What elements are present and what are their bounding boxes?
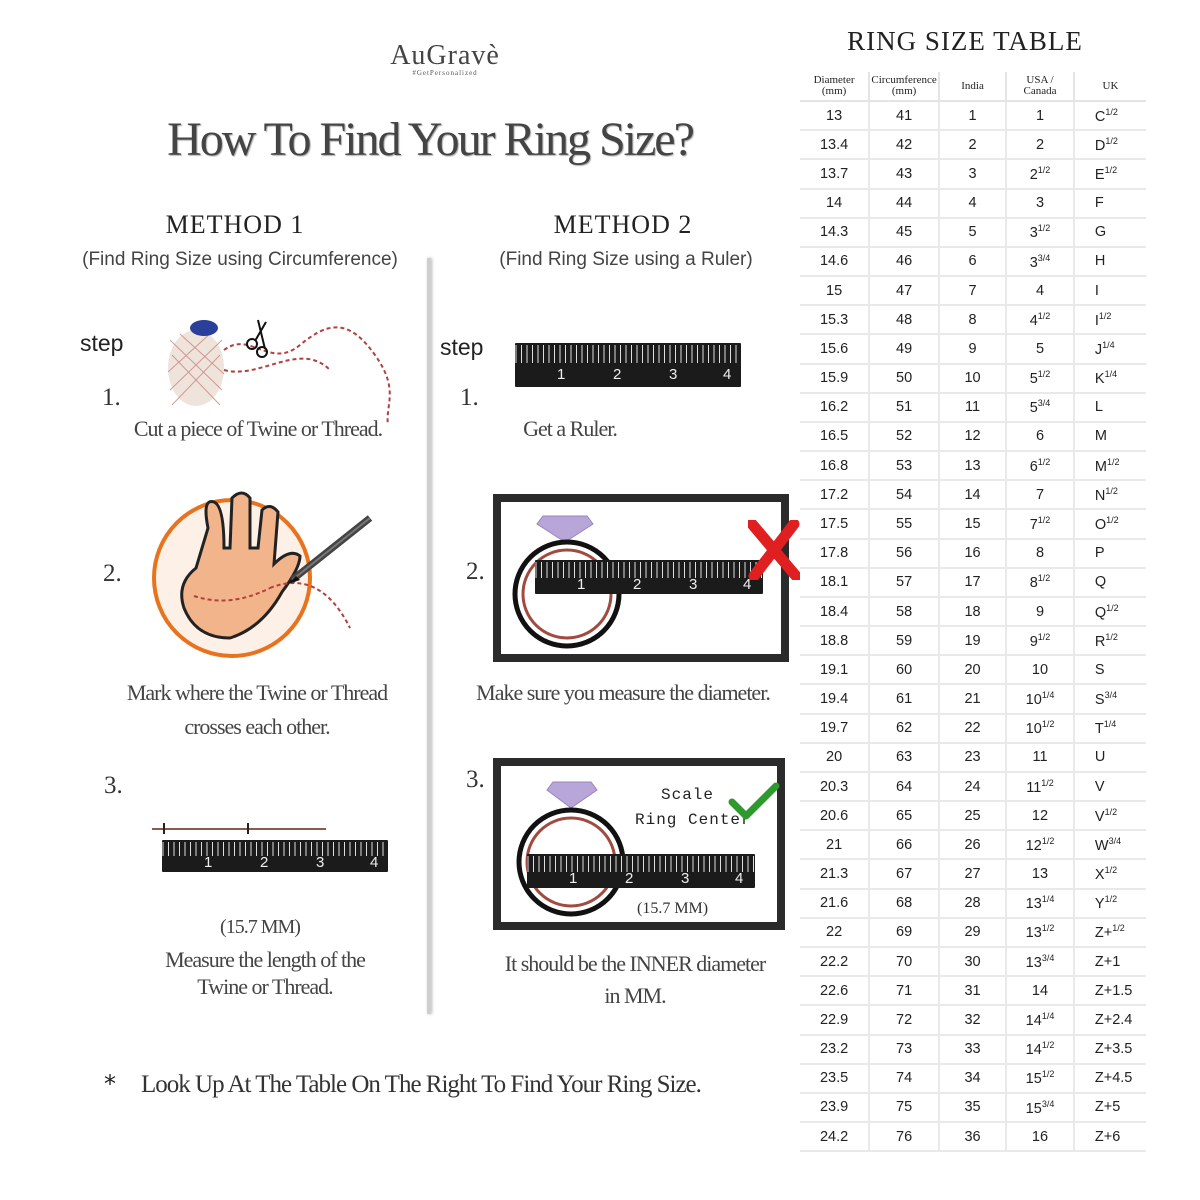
cell-circumference: 60 (869, 655, 939, 684)
cell-circumference: 41 (869, 101, 939, 130)
header-india (939, 72, 1006, 101)
cell-uk: Z+3.5 (1074, 1035, 1146, 1064)
cell-uk: $E^{1/2}$ (1074, 159, 1146, 188)
cell-diameter: 17.5 (800, 509, 869, 538)
table-row (800, 1064, 1146, 1093)
ruler-label: 4 (370, 854, 379, 871)
cell-uk: $I^{1/2}$ (1074, 305, 1146, 334)
cell-diameter: 19.1 (800, 655, 869, 684)
cell-uk: $X^{1/2}$ (1074, 859, 1146, 888)
cell-uk: $M^{1/2}$ (1074, 451, 1146, 480)
cell-uk: Z+$^{1/2}$ (1074, 918, 1146, 947)
cell-india: 30 (939, 947, 1006, 976)
cell-usa-canada: 6 (1006, 422, 1074, 451)
cell-circumference: 76 (869, 1122, 939, 1151)
header-diameter (800, 72, 869, 101)
cell-usa-canada: $5^{3/4}$ (1006, 393, 1074, 422)
cell-uk: $T^{1/4}$ (1074, 714, 1146, 743)
cell-india: 19 (939, 626, 1006, 655)
cell-circumference: 69 (869, 918, 939, 947)
cell-diameter: 20.3 (800, 772, 869, 801)
cell-uk: U (1074, 743, 1146, 772)
cell-usa-canada: $14^{1/4}$ (1006, 1005, 1074, 1034)
cell-circumference: 65 (869, 801, 939, 830)
cell-circumference: 61 (869, 684, 939, 713)
cell-india: 28 (939, 889, 1006, 918)
cell-circumference: 74 (869, 1064, 939, 1093)
cell-uk: Q (1074, 568, 1146, 597)
thread-segment-icon (150, 820, 330, 836)
header-line: (mm) (821, 85, 847, 97)
cell-usa-canada: $13^{1/2}$ (1006, 918, 1074, 947)
cell-usa-canada: $9^{1/2}$ (1006, 626, 1074, 655)
cell-diameter: 18.8 (800, 626, 869, 655)
table-row (800, 859, 1146, 888)
method2-step1-number: 1. (460, 384, 479, 411)
cell-india: 23 (939, 743, 1006, 772)
table-row (800, 684, 1146, 713)
hand-marking-icon (150, 488, 380, 663)
cell-india: 12 (939, 422, 1006, 451)
header-line: UK (1102, 79, 1119, 92)
cell-diameter: 14.6 (800, 247, 869, 276)
bottom-note (104, 1070, 784, 1099)
cell-usa-canada: 10 (1006, 655, 1074, 684)
cell-usa-canada: $6^{1/2}$ (1006, 451, 1074, 480)
cell-india: 2 (939, 130, 1006, 159)
cell-usa-canada: $2^{1/2}$ (1006, 159, 1074, 188)
ruler-label: 3 (689, 576, 698, 593)
cell-diameter: 23.5 (800, 1064, 869, 1093)
table-row (800, 1005, 1146, 1034)
method1-step2-caption (90, 676, 424, 744)
cell-diameter: 20 (800, 743, 869, 772)
table-row (800, 305, 1146, 334)
method1-step3-caption-line2: Twine or Thread. (197, 974, 333, 999)
table-row (800, 451, 1146, 480)
method2-step3-number: 3. (466, 766, 485, 793)
table-row (800, 1093, 1146, 1122)
table-row (800, 597, 1146, 626)
cell-india: 29 (939, 918, 1006, 947)
method2-step2-caption: Make sure you measure the diameter. (476, 680, 770, 705)
cell-diameter: 13 (800, 101, 869, 130)
method1-step2-caption-line1: Mark where the Twine or Thread (126, 680, 388, 705)
cell-usa-canada: $10^{1/2}$ (1006, 714, 1074, 743)
cell-circumference: 63 (869, 743, 939, 772)
cell-uk: Z+4.5 (1074, 1064, 1146, 1093)
cell-uk: $O^{1/2}$ (1074, 509, 1146, 538)
cell-uk: $Y^{1/2}$ (1074, 889, 1146, 918)
cell-usa-canada: 2 (1006, 130, 1074, 159)
table-row (800, 159, 1146, 188)
ruler-label: 4 (723, 366, 732, 383)
ruler-label: 1 (577, 576, 586, 593)
cell-diameter: 20.6 (800, 801, 869, 830)
method1-title: METHOD 1 (165, 210, 305, 239)
cell-india: 14 (939, 480, 1006, 509)
method2-step3-caption (470, 948, 800, 1012)
table-row (800, 830, 1146, 859)
cell-circumference: 48 (869, 305, 939, 334)
table-row (800, 918, 1146, 947)
ruler-label: 3 (669, 366, 678, 383)
cell-usa-canada: 7 (1006, 480, 1074, 509)
method2-step3-caption-line2: in MM. (604, 983, 666, 1008)
cell-india: 9 (939, 334, 1006, 363)
method1-step3-caption-line1: Measure the length of the (165, 947, 365, 972)
cell-diameter: 17.2 (800, 480, 869, 509)
cell-uk: Z+1 (1074, 947, 1146, 976)
cell-circumference: 47 (869, 276, 939, 305)
cell-usa-canada: $3^{1/2}$ (1006, 218, 1074, 247)
method1-measure-value: (15.7 MM) (220, 916, 300, 938)
cell-india: 24 (939, 772, 1006, 801)
wrong-cross-icon (748, 520, 800, 580)
cell-india: 15 (939, 509, 1006, 538)
table-row (800, 947, 1146, 976)
cell-circumference: 56 (869, 539, 939, 568)
cell-diameter: 22.2 (800, 947, 869, 976)
ring-center-label: Ring Center (635, 811, 752, 829)
method1-step2-caption-line2: crosses each other. (184, 714, 330, 739)
cell-india: 34 (939, 1064, 1006, 1093)
cell-usa-canada: 14 (1006, 976, 1074, 1005)
cell-usa-canada: $5^{1/2}$ (1006, 364, 1074, 393)
cell-usa-canada: 16 (1006, 1122, 1074, 1151)
method1-step2-number: 2. (103, 560, 122, 587)
cell-circumference: 73 (869, 1035, 939, 1064)
table-body (800, 101, 1146, 1151)
cell-circumference: 70 (869, 947, 939, 976)
ruler-label: 1 (204, 854, 213, 871)
cell-circumference: 43 (869, 159, 939, 188)
method2-title: METHOD 2 (553, 210, 693, 239)
cell-circumference: 71 (869, 976, 939, 1005)
cell-uk: G (1074, 218, 1146, 247)
header-line: Canada (1023, 85, 1057, 97)
cell-circumference: 50 (869, 364, 939, 393)
method1-step3-number: 3. (104, 772, 123, 799)
cell-india: 8 (939, 305, 1006, 334)
cell-uk: Z+1.5 (1074, 976, 1146, 1005)
cell-circumference: 45 (869, 218, 939, 247)
header-line: (mm) (891, 85, 917, 97)
cell-uk: Z+6 (1074, 1122, 1146, 1151)
cell-diameter: 15.6 (800, 334, 869, 363)
cell-usa-canada: $15^{1/2}$ (1006, 1064, 1074, 1093)
cell-india: 35 (939, 1093, 1006, 1122)
table-row (800, 189, 1146, 218)
cell-circumference: 54 (869, 480, 939, 509)
cell-diameter: 14.3 (800, 218, 869, 247)
ruler-ticks-icon (535, 562, 763, 578)
method1-subtitle: (Find Ring Size using Circumference) (82, 249, 398, 270)
cell-usa-canada: $7^{1/2}$ (1006, 509, 1074, 538)
cell-diameter: 21 (800, 830, 869, 859)
page-title: How To Find Your Ring Size? (167, 113, 693, 166)
cell-circumference: 64 (869, 772, 939, 801)
header-usa-canada (1006, 72, 1074, 101)
cell-uk: P (1074, 539, 1146, 568)
header-line: Circumference (871, 74, 937, 86)
cell-circumference: 52 (869, 422, 939, 451)
cell-india: 17 (939, 568, 1006, 597)
cell-diameter: 18.4 (800, 597, 869, 626)
column-divider (427, 258, 431, 1014)
cell-diameter: 23.2 (800, 1035, 869, 1064)
cell-india: 26 (939, 830, 1006, 859)
cell-india: 4 (939, 189, 1006, 218)
cell-circumference: 67 (869, 859, 939, 888)
table-row (800, 247, 1146, 276)
cell-uk: S (1074, 655, 1146, 684)
cell-uk: H (1074, 247, 1146, 276)
ruler-method2-step2 (535, 560, 763, 594)
cell-usa-canada: 5 (1006, 334, 1074, 363)
brand-tagline: #GetPersonalized (412, 69, 478, 77)
cell-uk: F (1074, 189, 1146, 218)
cell-circumference: 66 (869, 830, 939, 859)
ruler-label: 2 (633, 576, 642, 593)
cell-india: 6 (939, 247, 1006, 276)
method2-step3-caption-line1: It should be the INNER diameter (504, 951, 766, 976)
ruler-ticks-icon (515, 345, 741, 363)
table-row (800, 714, 1146, 743)
cell-diameter: 19.7 (800, 714, 869, 743)
cell-uk: L (1074, 393, 1146, 422)
brand-logo (374, 42, 516, 77)
cell-uk: $K^{1/4}$ (1074, 364, 1146, 393)
cell-uk: Z+2.4 (1074, 1005, 1146, 1034)
cell-diameter: 13.4 (800, 130, 869, 159)
cell-circumference: 75 (869, 1093, 939, 1122)
table-row (800, 422, 1146, 451)
cell-usa-canada: $12^{1/2}$ (1006, 830, 1074, 859)
cell-usa-canada: $13^{1/4}$ (1006, 889, 1074, 918)
method2-step-label: step (440, 334, 484, 360)
cell-circumference: 51 (869, 393, 939, 422)
cell-uk: $V^{1/2}$ (1074, 801, 1146, 830)
scale-label: Scale (661, 786, 715, 804)
table-row (800, 889, 1146, 918)
ruler-label: 2 (625, 870, 634, 887)
cell-diameter: 23.9 (800, 1093, 869, 1122)
cell-india: 18 (939, 597, 1006, 626)
cell-diameter: 21.3 (800, 859, 869, 888)
cell-india: 5 (939, 218, 1006, 247)
ruler-method2-step3 (527, 854, 755, 888)
header-uk (1074, 72, 1146, 101)
cell-diameter: 22 (800, 918, 869, 947)
cell-diameter: 17.8 (800, 539, 869, 568)
method2-measure-value: (15.7 MM) (637, 900, 709, 917)
cell-uk: $S^{3/4}$ (1074, 684, 1146, 713)
cell-uk: $C^{1/2}$ (1074, 101, 1146, 130)
method2-subtitle: (Find Ring Size using a Ruler) (499, 249, 753, 270)
cell-circumference: 59 (869, 626, 939, 655)
header-line: Diameter (813, 74, 855, 86)
cell-usa-canada: $11^{1/2}$ (1006, 772, 1074, 801)
cell-usa-canada: $3^{3/4}$ (1006, 247, 1074, 276)
cell-diameter: 21.6 (800, 889, 869, 918)
table-row (800, 655, 1146, 684)
cell-uk: $Q^{1/2}$ (1074, 597, 1146, 626)
cell-uk: $R^{1/2}$ (1074, 626, 1146, 655)
table-row (800, 626, 1146, 655)
cell-india: 13 (939, 451, 1006, 480)
cell-uk: Z+5 (1074, 1093, 1146, 1122)
table-row (800, 1122, 1146, 1151)
header-circumference (869, 72, 939, 101)
cell-diameter: 15 (800, 276, 869, 305)
cell-usa-canada: $13^{3/4}$ (1006, 947, 1074, 976)
ruler-ticks-icon (527, 856, 755, 872)
cell-india: 32 (939, 1005, 1006, 1034)
table-row (800, 276, 1146, 305)
cell-circumference: 49 (869, 334, 939, 363)
cell-circumference: 72 (869, 1005, 939, 1034)
ruler-label: 2 (613, 366, 622, 383)
cell-diameter: 13.7 (800, 159, 869, 188)
cell-usa-canada: $14^{1/2}$ (1006, 1035, 1074, 1064)
table-row (800, 334, 1146, 363)
cell-india: 3 (939, 159, 1006, 188)
table-row (800, 1035, 1146, 1064)
method2-step1-caption: Get a Ruler. (523, 416, 617, 441)
cell-uk: $D^{1/2}$ (1074, 130, 1146, 159)
cell-diameter: 18.1 (800, 568, 869, 597)
cell-uk: I (1074, 276, 1146, 305)
cell-diameter: 16.5 (800, 422, 869, 451)
cell-uk: $W^{3/4}$ (1074, 830, 1146, 859)
cell-india: 36 (939, 1122, 1006, 1151)
method1-step3-caption (100, 946, 430, 1000)
bottom-note-text: Look Up At The Table On The Right To Find Your Ring Size. (141, 1071, 701, 1098)
ruler-label: 1 (569, 870, 578, 887)
cell-diameter: 16.2 (800, 393, 869, 422)
cell-india: 22 (939, 714, 1006, 743)
method1-step1-number: 1. (102, 384, 121, 411)
cell-diameter: 15.9 (800, 364, 869, 393)
cell-circumference: 55 (869, 509, 939, 538)
cell-usa-canada: 8 (1006, 539, 1074, 568)
correct-check-icon (728, 782, 780, 822)
table-row (800, 480, 1146, 509)
table-title: RING SIZE TABLE (847, 26, 1083, 56)
header-line: India (961, 79, 984, 92)
cell-circumference: 57 (869, 568, 939, 597)
cell-circumference: 44 (869, 189, 939, 218)
cell-usa-canada: 12 (1006, 801, 1074, 830)
cell-india: 11 (939, 393, 1006, 422)
cell-india: 7 (939, 276, 1006, 305)
asterisk-icon: * (104, 1070, 115, 1098)
method1-step1-caption: Cut a piece of Twine or Thread. (133, 416, 383, 441)
cell-usa-canada: $15^{3/4}$ (1006, 1093, 1074, 1122)
cell-india: 25 (939, 801, 1006, 830)
table-row (800, 364, 1146, 393)
cell-circumference: 58 (869, 597, 939, 626)
method2-step2-frame (493, 494, 789, 662)
table-row (800, 743, 1146, 772)
table-row (800, 509, 1146, 538)
cell-uk: M (1074, 422, 1146, 451)
brand-name: AuGravè (390, 40, 500, 71)
ruler-ticks-icon (162, 842, 388, 856)
cell-uk: V (1074, 772, 1146, 801)
cell-usa-canada: 1 (1006, 101, 1074, 130)
cell-diameter: 15.3 (800, 305, 869, 334)
cell-india: 27 (939, 859, 1006, 888)
ruler-label: 4 (735, 870, 744, 887)
cell-diameter: 14 (800, 189, 869, 218)
method2-step2-number: 2. (466, 558, 485, 585)
cell-usa-canada: 9 (1006, 597, 1074, 626)
table-row (800, 976, 1146, 1005)
cell-india: 21 (939, 684, 1006, 713)
cell-diameter: 22.9 (800, 1005, 869, 1034)
table-row (800, 539, 1146, 568)
cell-india: 10 (939, 364, 1006, 393)
table-row (800, 772, 1146, 801)
ring-size-table (800, 72, 1146, 1152)
cell-circumference: 53 (869, 451, 939, 480)
cell-usa-canada: 11 (1006, 743, 1074, 772)
table-header-row (800, 72, 1146, 101)
cell-circumference: 68 (869, 889, 939, 918)
table-row (800, 218, 1146, 247)
cell-india: 33 (939, 1035, 1006, 1064)
cell-india: 31 (939, 976, 1006, 1005)
cell-usa-canada: $10^{1/4}$ (1006, 684, 1074, 713)
ruler-method1 (162, 840, 388, 872)
cell-circumference: 42 (869, 130, 939, 159)
cell-diameter: 22.6 (800, 976, 869, 1005)
cell-india: 20 (939, 655, 1006, 684)
ruler-method2-step1 (515, 343, 741, 387)
cell-uk: $N^{1/2}$ (1074, 480, 1146, 509)
cell-diameter: 19.4 (800, 684, 869, 713)
ruler-label: 3 (681, 870, 690, 887)
cell-india: 16 (939, 539, 1006, 568)
cell-usa-canada: $8^{1/2}$ (1006, 568, 1074, 597)
cell-diameter: 16.8 (800, 451, 869, 480)
cell-usa-canada: 4 (1006, 276, 1074, 305)
cell-circumference: 62 (869, 714, 939, 743)
table-row (800, 101, 1146, 130)
cell-india: 1 (939, 101, 1006, 130)
table-row (800, 568, 1146, 597)
table-row (800, 130, 1146, 159)
ruler-label: 1 (557, 366, 566, 383)
table-row (800, 801, 1146, 830)
method1-step-label: step (80, 330, 124, 356)
table-row (800, 393, 1146, 422)
header-line: USA / (1026, 74, 1054, 86)
ruler-label: 2 (260, 854, 269, 871)
ruler-label: 3 (316, 854, 325, 871)
cell-diameter: 24.2 (800, 1122, 869, 1151)
cell-usa-canada: 13 (1006, 859, 1074, 888)
cell-usa-canada: 3 (1006, 189, 1074, 218)
ruler-label: 4 (743, 576, 752, 593)
cell-circumference: 46 (869, 247, 939, 276)
cell-uk: $J^{1/4}$ (1074, 334, 1146, 363)
cell-usa-canada: $4^{1/2}$ (1006, 305, 1074, 334)
